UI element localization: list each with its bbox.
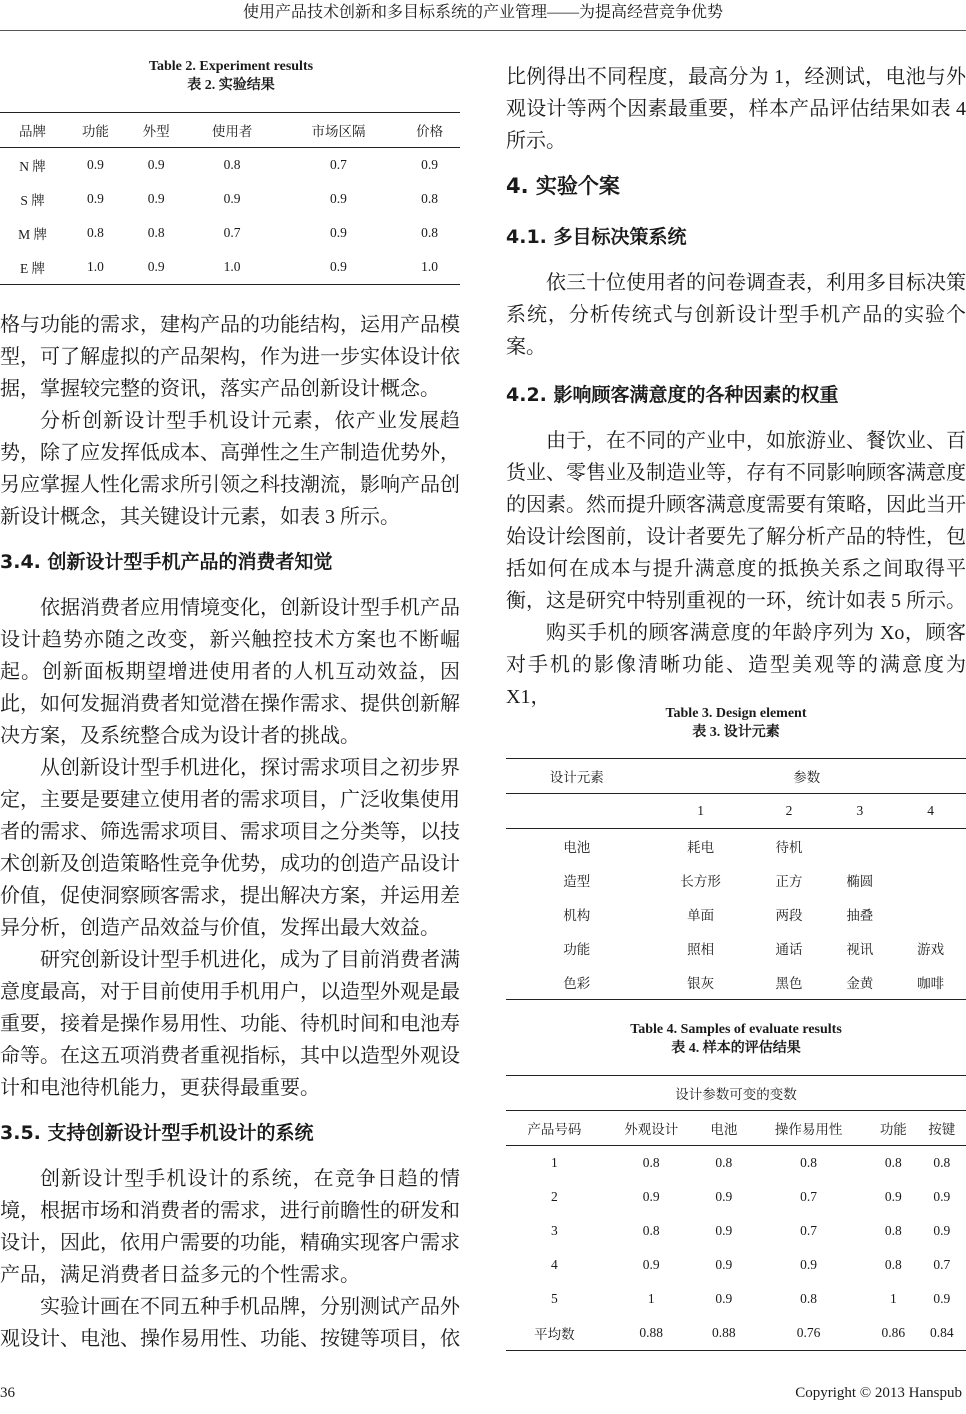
- table-cell: 0.9: [126, 250, 187, 285]
- table-cell: 0.7: [800, 1223, 818, 1238]
- page-number: 36: [0, 1385, 15, 1401]
- table-cell: 0.9: [933, 1223, 951, 1238]
- table-cell: 游戏: [917, 942, 945, 957]
- left-column: [0, 309, 460, 1355]
- table-cell: 0.8: [642, 1155, 660, 1170]
- table-cell: 0.8: [86, 225, 104, 240]
- table-cell: 4: [551, 1257, 558, 1272]
- table-cell: 0.9: [421, 157, 439, 172]
- paragraph: 研究创新设计型手机进化，成为了目前消费者满意度最高，对于目前使用手机用户，以造型外观是最重要，接着是操作易用性、功能、待机时间和电池寿命等。在这五项消费者重视指标，其中以造型外观设计和电池待机能力，更获得最重要。: [0, 949, 460, 1099]
- paragraph: 格与功能的需求，建构产品的功能结构，运用产品模型，可了解虚拟的产品架构，作为进一步实体设计依据，掌握较完整的资讯，落实产品创新设计概念。: [0, 314, 460, 400]
- table-row: [0, 148, 460, 183]
- table-cell: N 牌: [19, 159, 46, 174]
- table4-caption: [506, 1020, 966, 1058]
- table2: [0, 112, 460, 285]
- table3-caption: [506, 704, 966, 742]
- table-cell: 0.9: [715, 1189, 733, 1204]
- table-cell: 机构: [563, 908, 591, 923]
- table-cell: 0.8: [421, 225, 439, 240]
- table-row: [506, 829, 966, 864]
- table-cell: 色彩: [506, 965, 648, 1000]
- copyright: Copyright © 2013 Hanspub: [795, 1385, 962, 1401]
- table-cell: 0.8: [800, 1155, 818, 1170]
- table-cell: 0.9: [86, 191, 104, 206]
- table-cell: 通话: [775, 942, 803, 957]
- table-cell: 市场区隔: [278, 113, 400, 148]
- table2-caption-cn: 表 2. 实验结果: [187, 78, 275, 93]
- table-row: [506, 1316, 966, 1351]
- table-row: [506, 1248, 966, 1282]
- table-cell: 使用者: [187, 113, 278, 148]
- table4: [506, 1075, 966, 1351]
- paragraph: 由于，在不同的产业中，如旅游业、餐饮业、百货业、零售业及制造业等，存有不同影响顾客满意度的因素。然而提升顾客满意度需要有策略，因此当开始设计绘图前，设计者要先了解分析产品的特性，包括如何在成本与提升满意度的抵换关系之间取得平衡，这是研究中特别重视的一环，统计如表 5 所示。: [506, 430, 966, 612]
- table-row: [0, 182, 460, 216]
- table-cell: 0.8: [223, 157, 241, 172]
- table-row: [506, 1111, 966, 1146]
- table-cell: 0.8: [933, 1155, 951, 1170]
- table-row: [0, 113, 460, 148]
- table-row: [506, 1214, 966, 1248]
- section-heading-4-1: 4.1. 多目标决策系统: [506, 226, 687, 248]
- section-heading-3-5: 3.5. 支持创新设计型手机设计的系统: [0, 1122, 314, 1144]
- table-cell: 参数: [648, 759, 966, 794]
- table-cell: 功能: [65, 113, 126, 148]
- table-cell: 金黄: [824, 965, 895, 1000]
- paragraph: 分析创新设计型手机设计元素，依产业发展趋势，除了应发挥低成本、高弹性之生产制造优势外，另应掌握人性化需求所引领之科技潮流，影响产品创新设计概念，其关键设计元素，如表 3 所示。: [0, 410, 460, 528]
- table-cell: 功能: [869, 1111, 917, 1146]
- table-row: [506, 863, 966, 897]
- table-cell: 0.7: [330, 157, 347, 172]
- table-cell: 品牌: [0, 113, 65, 148]
- paragraph: 依三十位使用者的问卷调查表，利用多目标决策系统，分析传统式与创新设计型手机产品的实验个案。: [506, 272, 966, 358]
- table-cell: 0.9: [715, 1223, 733, 1238]
- table-cell: 价格: [399, 113, 460, 148]
- table-cell: 0.8: [421, 191, 439, 206]
- table-cell: 4: [895, 794, 966, 829]
- table-cell: 0.86: [869, 1316, 917, 1351]
- section-heading-3-4: 3.4. 创新设计型手机产品的消费者知觉: [0, 551, 333, 573]
- table-row: [0, 250, 460, 285]
- table-cell: S 牌: [20, 193, 45, 208]
- table-row: [506, 1282, 966, 1316]
- table-cell: 两段: [775, 908, 803, 923]
- table-cell: 电池: [700, 1111, 748, 1146]
- table-cell: 0.8: [884, 1155, 902, 1170]
- table-cell: 0.88: [603, 1316, 700, 1351]
- table-cell: [895, 863, 966, 897]
- table-cell: 0.8: [147, 225, 165, 240]
- paragraph: 实验计画在不同五种手机品牌，分别测试产品外观设计、电池、操作易用性、功能、按键等项目，依: [0, 1296, 460, 1350]
- paragraph: 从创新设计型手机进化，探讨需求项目之初步界定，主要是要建立使用者的需求项目，广泛收集使用者的需求、筛选需求项目、需求项目之分类等，以技术创新及创造策略性竞争优势，成功的创造产品设计价值，促使洞察顾客需求，提出解决方案，并运用差异分析，创造产品效益与价值，发挥出最大效益。: [0, 757, 460, 939]
- table-cell: 3: [824, 794, 895, 829]
- table-cell: 0.9: [933, 1291, 951, 1306]
- table-cell: 0.9: [147, 191, 165, 206]
- table-cell: 0.8: [884, 1257, 902, 1272]
- table-cell: 2: [754, 794, 825, 829]
- table3: [506, 758, 966, 1000]
- paragraph: 创新设计型手机设计的系统，在竞争日趋的情境，根据市场和消费者的需求，进行前瞻性的研发和设计，因此，依用户需要的功能，精确实现客户需求产品，满足消费者日益多元的个性需求。: [0, 1168, 460, 1286]
- table-cell: 0.9: [86, 157, 104, 172]
- table-cell: [506, 794, 648, 829]
- table-cell: M 牌: [18, 227, 47, 242]
- table2-caption: [0, 57, 462, 95]
- table-row: [506, 1146, 966, 1181]
- table-cell: 5: [551, 1291, 558, 1306]
- table-cell: 1.0: [399, 250, 460, 285]
- table-cell: 电池: [563, 840, 591, 855]
- table-cell: 0.9: [147, 157, 165, 172]
- table-cell: [895, 897, 966, 931]
- table-cell: 正方: [775, 874, 803, 889]
- table3-caption-cn: 表 3. 设计元素: [692, 725, 780, 740]
- table-cell: 1.0: [187, 250, 278, 285]
- table-cell: E 牌: [0, 250, 65, 285]
- table-cell: 咖啡: [895, 965, 966, 1000]
- table2-caption-en: Table 2. Experiment results: [148, 59, 314, 74]
- table-cell: 外观设计: [603, 1111, 700, 1146]
- table-cell: 视讯: [846, 942, 874, 957]
- table-cell: 单面: [687, 908, 715, 923]
- table-cell: [824, 829, 895, 864]
- table-cell: 1: [889, 1291, 897, 1306]
- table3-caption-en: Table 3. Design element: [665, 706, 807, 721]
- table-cell: 耗电: [687, 840, 715, 855]
- table-cell: 功能: [563, 942, 591, 957]
- paragraph: 依据消费者应用情境变化，创新设计型手机产品设计趋势亦随之改变，新兴触控技术方案也不断崛起。创新面板期望增进使用者的人机互动效益，因此，如何发掘消费者知觉潜在操作需求、提供创新解决方案，及系统整合成为设计者的挑战。: [0, 597, 460, 747]
- table-cell: 产品号码: [506, 1111, 603, 1146]
- table-cell: 操作易用性: [748, 1111, 869, 1146]
- table-cell: 0.9: [884, 1189, 902, 1204]
- table4-caption-en: Table 4. Samples of evaluate results: [630, 1022, 842, 1037]
- table-cell: 0.9: [330, 191, 347, 206]
- table-cell: 0.8: [642, 1223, 660, 1238]
- table-cell: 1.0: [65, 250, 126, 285]
- table-cell: 0.9: [278, 250, 400, 285]
- table-cell: 外型: [126, 113, 187, 148]
- table-cell: 0.88: [700, 1316, 748, 1351]
- table-cell: 0.8: [800, 1291, 818, 1306]
- table-cell: 黑色: [754, 965, 825, 1000]
- table-cell: 0.7: [800, 1189, 818, 1204]
- table-cell: 银灰: [648, 965, 754, 1000]
- header-rule: [0, 30, 966, 31]
- section-heading-4: 4. 实验个案: [506, 174, 620, 198]
- table4-caption-cn: 表 4. 样本的评估结果: [671, 1041, 801, 1056]
- paragraph: 购买手机的顾客满意度的年龄序列为 Xo，顾客对手机的影像清晰功能、造型美观等的满意度为 X1，: [506, 622, 966, 708]
- table-cell: 待机: [775, 840, 803, 855]
- table-cell: 0.9: [933, 1189, 951, 1204]
- table-cell: 0.76: [748, 1316, 869, 1351]
- table-cell: 1: [551, 1155, 558, 1170]
- table-cell: 0.8: [884, 1223, 902, 1238]
- table-cell: 0.9: [800, 1257, 818, 1272]
- right-column: [506, 61, 966, 713]
- table-cell: 0.84: [918, 1316, 966, 1351]
- table-cell: 0.9: [715, 1257, 733, 1272]
- table-cell: 1: [647, 1291, 655, 1306]
- table-row: [506, 1076, 966, 1111]
- table-cell: 0.9: [642, 1189, 660, 1204]
- table-cell: 0.9: [223, 191, 241, 206]
- table-cell: 抽叠: [846, 908, 874, 923]
- table-cell: 0.9: [715, 1291, 733, 1306]
- table-row: [506, 759, 966, 794]
- table-cell: 平均数: [506, 1316, 603, 1351]
- table-cell: 按键: [918, 1111, 966, 1146]
- section-heading-4-2: 4.2. 影响顾客满意度的各种因素的权重: [506, 384, 839, 406]
- table-cell: 照相: [687, 942, 715, 957]
- table-cell: 设计参数可变的变数: [506, 1076, 966, 1111]
- table-cell: 0.8: [715, 1155, 733, 1170]
- table-row: [506, 931, 966, 965]
- table-row: [0, 216, 460, 250]
- table-cell: 0.9: [642, 1257, 660, 1272]
- running-head: 使用产品技术创新和多目标系统的产业管理——为提高经营竞争优势: [242, 4, 723, 21]
- table-cell: 0.9: [330, 225, 347, 240]
- paragraph: 比例得出不同程度，最高分为 1，经测试，电池与外观设计等两个因素最重要，样本产品评估结果如表 4 所示。: [506, 66, 966, 152]
- table-cell: 设计元素: [506, 759, 648, 794]
- table-row: [506, 794, 966, 829]
- table-cell: 2: [551, 1189, 558, 1204]
- table-cell: 0.7: [223, 225, 241, 240]
- table-cell: 0.7: [933, 1257, 951, 1272]
- table-cell: 1: [648, 794, 754, 829]
- table-cell: 椭圆: [846, 874, 874, 889]
- table-cell: 长方形: [680, 874, 721, 889]
- table-row: [506, 1180, 966, 1214]
- table-row: [506, 897, 966, 931]
- table-cell: 3: [551, 1223, 558, 1238]
- table-row: [506, 965, 966, 1000]
- table-cell: [895, 829, 966, 864]
- table-cell: 造型: [563, 874, 591, 889]
